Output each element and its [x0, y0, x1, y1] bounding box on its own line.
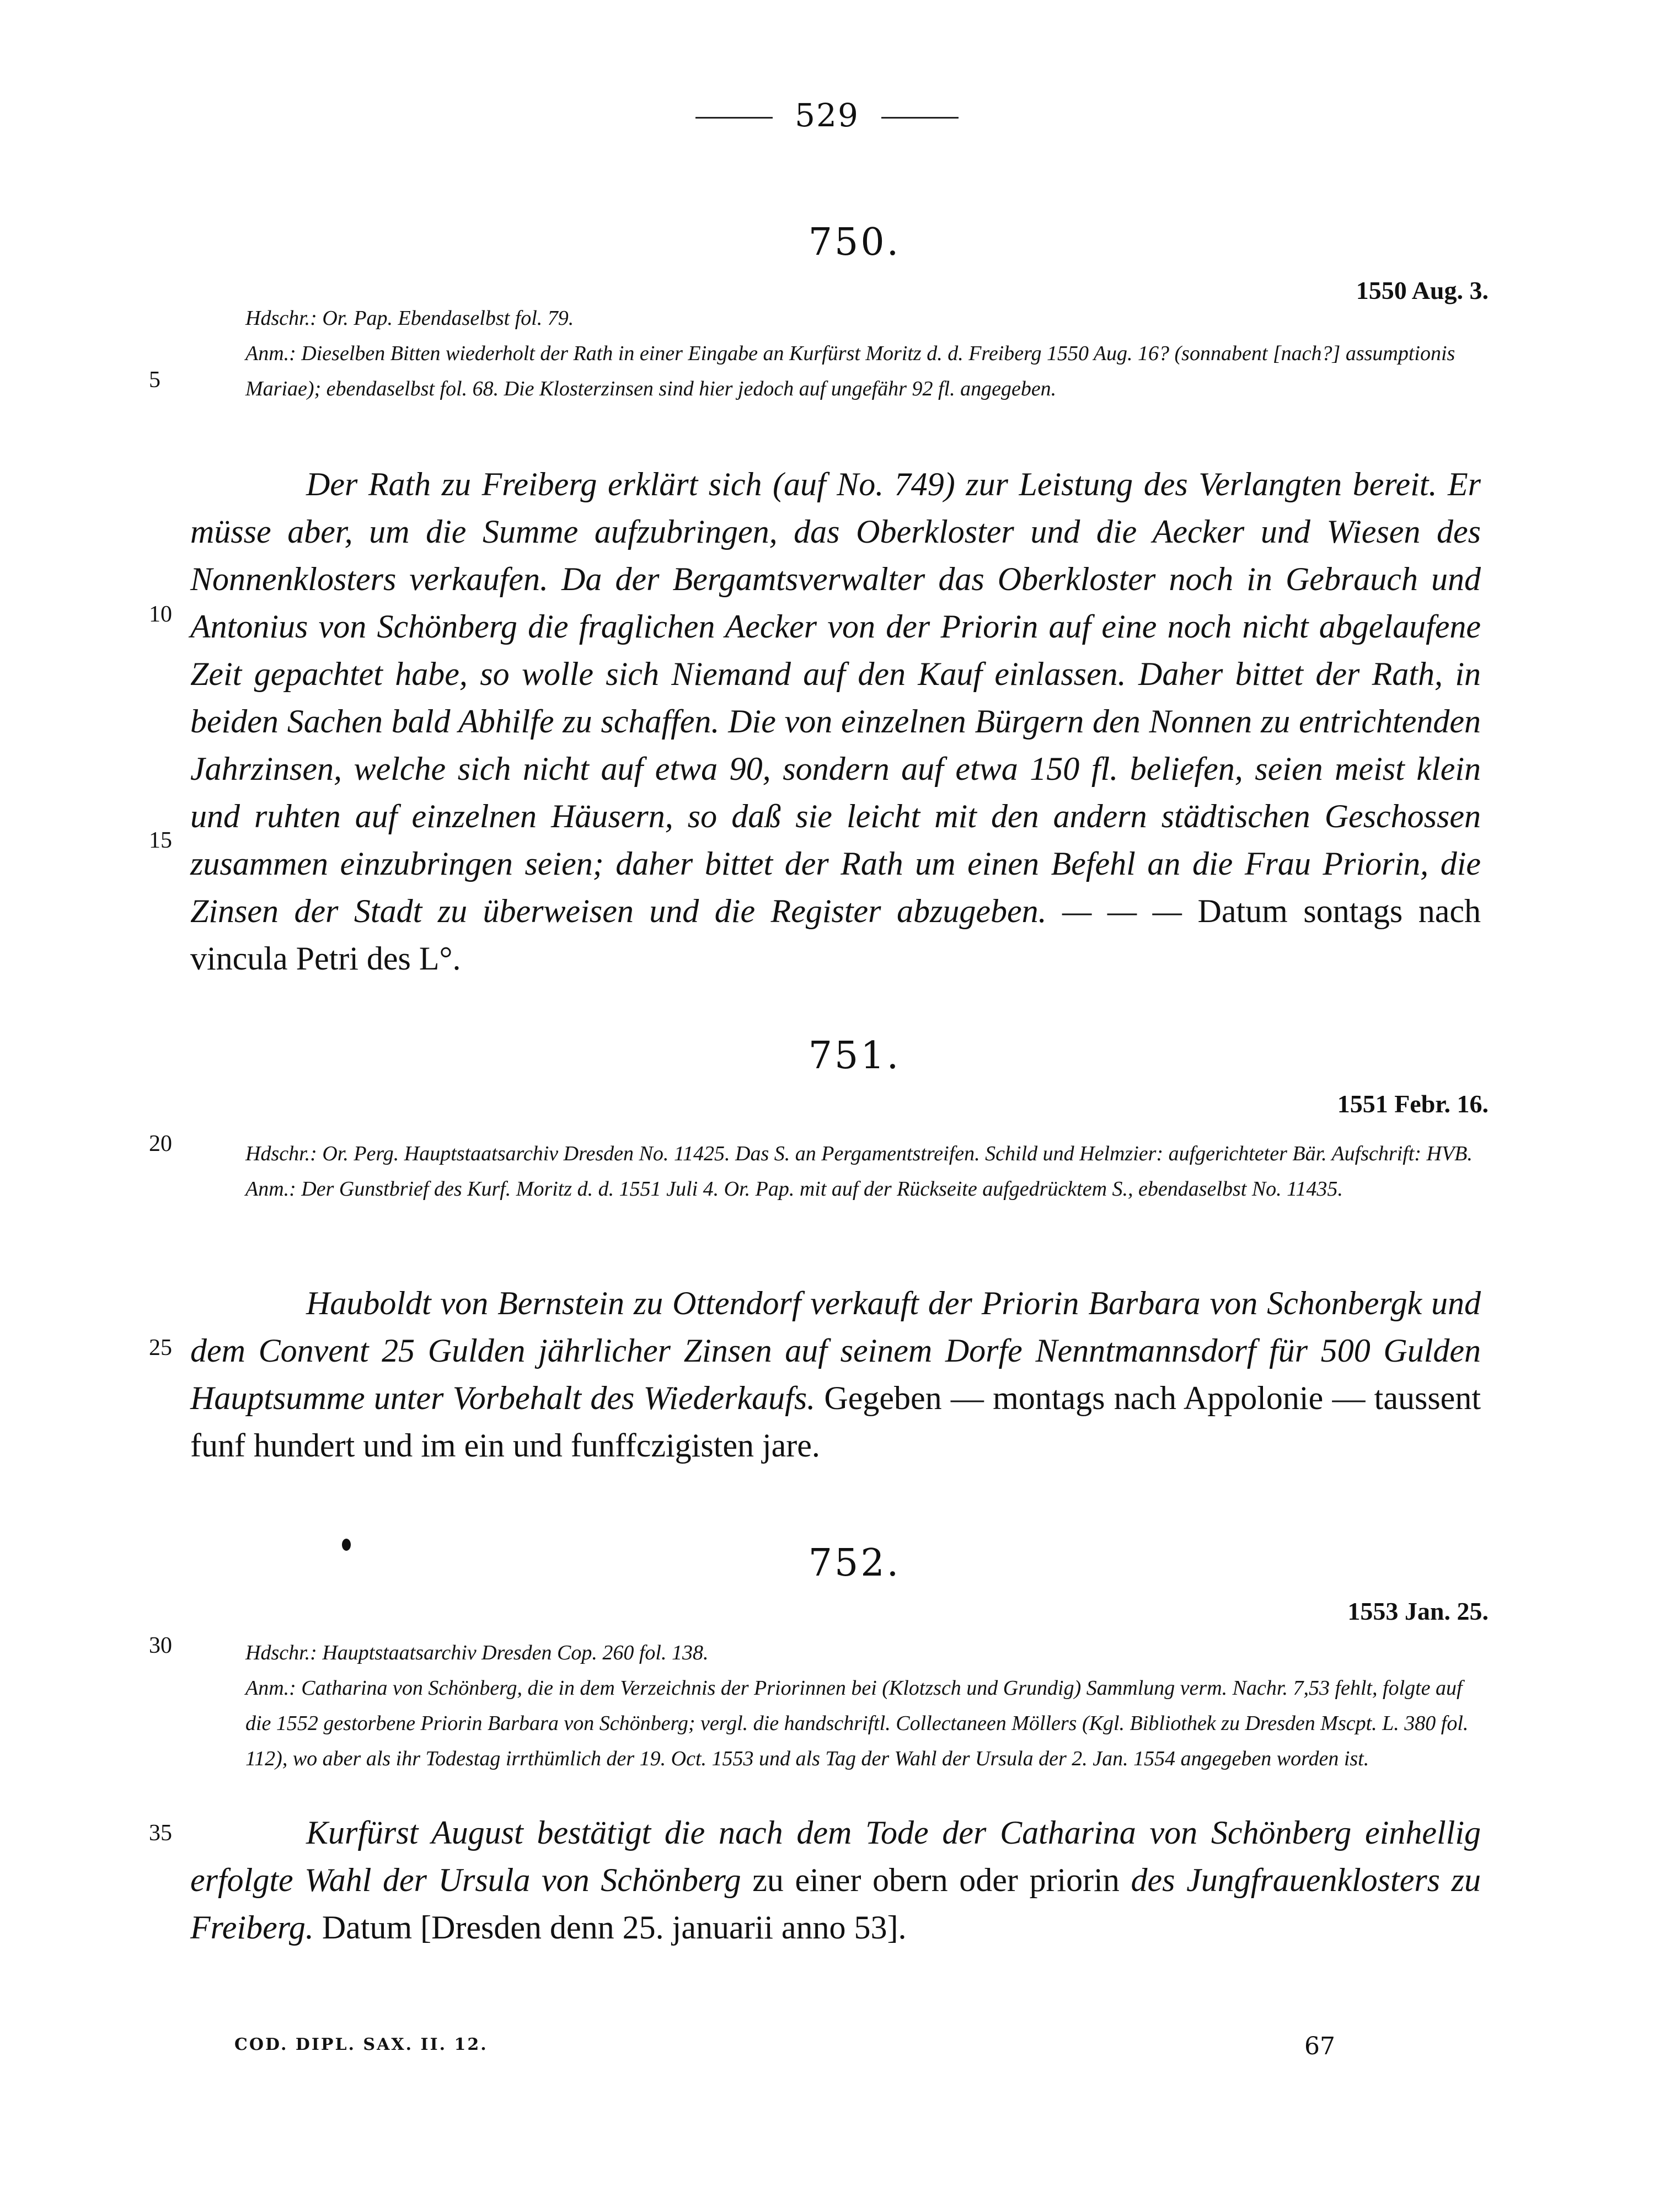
body-text: Hauboldt von Bernstein zu Ottendorf verkauft der Priorin Barbara von Schonbergk und dem Convent 25 Gulden jährlicher Zinsen auf seinem Dorfe Nenntmannsdorf für 500 Gulden Hauptsumme unter Vorbehalt des Wiederkaufs. — [190, 1285, 1481, 1416]
entry-notes — [245, 301, 1481, 406]
entry-number: 750. — [808, 221, 901, 264]
entry-date: 1551 Febr. 16. — [1337, 1090, 1489, 1118]
note-annotation: Anm.: Catharina von Schönberg, die in dem Verzeichnis der Priorinnen bei (Klotzsch und Grundig) Sammlung verm. Nachr. 7,53 fehlt, folgte auf die 1552 gestorbene Priorin Barbara von Schönberg; vergl. die handschriftl. Collectaneen Möllers (Kgl. Bibliothek zu Dresden Mscpt. L. 380 fol. 112), wo aber als ihr Todestag irrthümlich der 19. Oct. 1553 und als Tag der Wahl der Ursula der 2. Jan. 1554 angegeben worden ist. — [245, 1677, 1469, 1770]
entry-body — [190, 460, 1481, 982]
entry-body — [190, 1279, 1481, 1469]
body-text: Kurfürst August bestätigt die nach dem Tode der Catharina von Schönberg einhellig erfolgte Wahl der Ursula von Schönberg — [190, 1814, 1481, 1898]
line-number: 25 — [149, 1335, 172, 1361]
header-rule-left — [695, 117, 773, 119]
entry-date: 1553 Jan. 25. — [1347, 1597, 1489, 1625]
entry-notes — [245, 1635, 1481, 1776]
entry-number: 752. — [808, 1541, 901, 1585]
line-number: 5 — [149, 367, 160, 393]
note-manuscript: Hdschr.: Or. Pap. Ebendaselbst fol. 79. — [245, 307, 574, 330]
line-number: 30 — [149, 1633, 172, 1658]
body-text: Der Rath zu Freiberg erklärt sich (auf No. 749) zur Leistung des Verlangten bereit. Er müsse aber, um die Summe aufzubringen, das Oberkloster und die Aecker und Wiesen des Nonnenklosters verkaufen. Da der Bergamtsverwalter das Oberkloster noch in Gebrauch und Antonius von Schönberg die fraglichen Aecker von der Priorin auf eine noch nicht abgelaufene Zeit gepachtet habe, so wolle sich Niemand auf den Kauf einlassen. Daher bittet der Rath, in beiden Sachen bald Abhilfe zu schaffen. Die von einzelnen Bürgern den Nonnen zu entrichtenden Jahrzinsen, welche sich nicht auf etwa 90, sondern auf etwa 150 fl. beliefen, seien meist klein und ruhten auf einzelnen Häusern, so daß sie leicht mit den andern städtischen Geschossen zusammen einzubringen seien; daher bittet der Rath um einen Befehl an die Frau Priorin, die Zinsen der Stadt zu überweisen und die Register abzugeben. — — — — [190, 466, 1481, 929]
line-number: 35 — [149, 1820, 172, 1846]
footer-signature: COD. DIPL. SAX. II. 12. — [234, 2035, 488, 2054]
entry-notes — [245, 1136, 1481, 1207]
note-manuscript: Hdschr.: Hauptstaatsarchiv Dresden Cop. 260 fol. 138. — [245, 1641, 709, 1664]
page-number: 529 — [795, 97, 859, 134]
body-text-roman: zu einer obern oder priorin — [752, 1862, 1120, 1898]
body-dating: Datum sontags nach vincula Petri des L°. — [190, 893, 1481, 977]
body-text-2: des Jungfrauenklosters zu Freiberg. — [190, 1862, 1481, 1946]
note-manuscript: Hdschr.: Or. Perg. Hauptstaatsarchiv Dresden No. 11425. Das S. an Pergamentstreifen. Schild und Helmzier: aufgerichteter Bär. Aufschrift: HVB. — [245, 1142, 1473, 1165]
note-annotation: Anm.: Dieselben Bitten wiederholt der Rath in einer Eingabe an Kurfürst Moritz d. d. Freiberg 1550 Aug. 16? (sonnabent [nach?] assumptionis Mariae); ebendaselbst fol. 68. Die Klosterzinsen sind hier jedoch auf ungefähr 92 fl. angegeben. — [245, 342, 1455, 400]
entry-date: 1550 Aug. 3. — [1356, 276, 1489, 304]
line-number: 10 — [149, 602, 172, 627]
entry-number: 751. — [808, 1034, 901, 1078]
entry-body — [190, 1809, 1481, 1951]
body-dating: Gegeben — montags nach Appolonie — taussent funf hundert und im ein und funffczigisten jare. — [190, 1380, 1481, 1464]
body-dating: Datum [Dresden denn 25. januarii anno 53]. — [322, 1909, 907, 1946]
line-number: 20 — [149, 1131, 172, 1156]
line-number: 15 — [149, 828, 172, 853]
footer-sheet-number: 67 — [1304, 2032, 1335, 2060]
page-header — [0, 97, 1654, 134]
note-annotation: Anm.: Der Gunstbrief des Kurf. Moritz d. d. 1551 Juli 4. Or. Pap. mit auf der Rückseite aufgedrücktem S., ebendaselbst No. 11435. — [245, 1177, 1343, 1201]
header-rule-right — [881, 117, 959, 119]
